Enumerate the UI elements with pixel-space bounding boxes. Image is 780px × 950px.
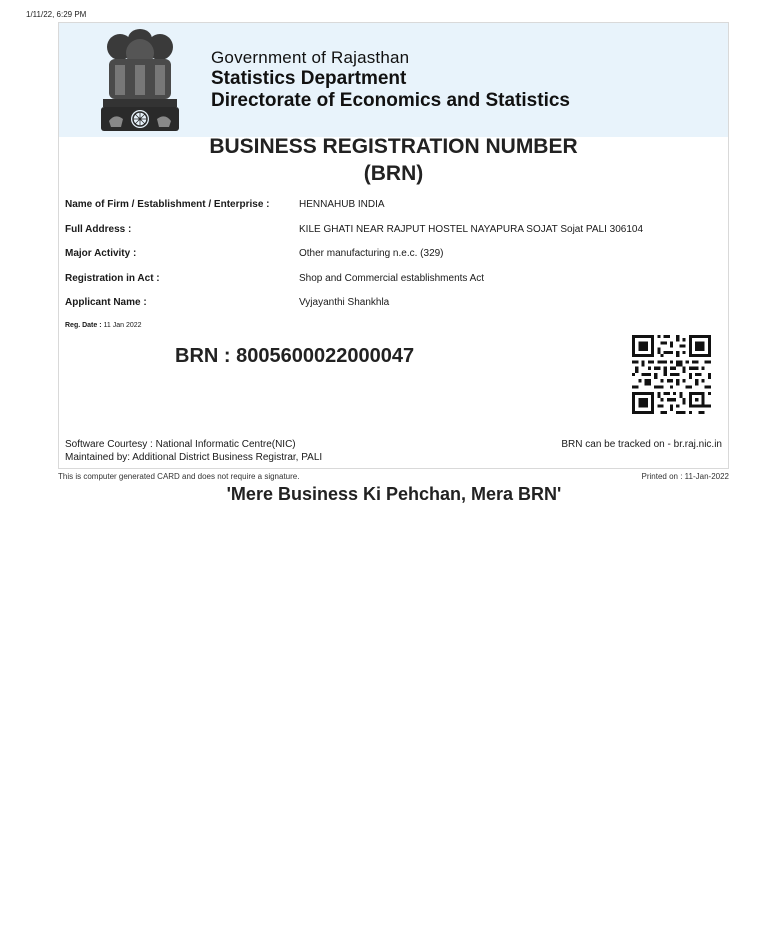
reg-date-value: 11 Jan 2022 xyxy=(103,322,142,329)
software-courtesy: Software Courtesy : National Informatic Centre(NIC) xyxy=(65,439,296,450)
qr-code-icon xyxy=(632,335,711,414)
directorate-name: Directorate of Economics and Statistics xyxy=(211,90,570,111)
printed-on-date: Printed on : 11-Jan-2022 xyxy=(641,472,729,481)
firm-name-label: Name of Firm / Establishment / Enterprise : xyxy=(65,199,270,210)
act-label: Registration in Act : xyxy=(65,273,160,284)
activity-label: Major Activity : xyxy=(65,248,137,259)
applicant-label: Applicant Name : xyxy=(65,297,147,308)
slogan: 'Mere Business Ki Pehchan, Mera BRN' xyxy=(226,484,562,504)
reg-date-label: Reg. Date : xyxy=(65,322,102,329)
header-banner xyxy=(59,23,728,137)
print-timestamp: 1/11/22, 6:29 PM xyxy=(26,10,87,19)
department-name: Statistics Department xyxy=(211,68,407,89)
address-label: Full Address : xyxy=(65,224,132,235)
card-subtitle: (BRN) xyxy=(363,162,424,185)
state-emblem-icon xyxy=(95,25,185,135)
applicant-value: Vyjayanthi Shankhla xyxy=(299,297,390,308)
address-value: KILE GHATI NEAR RAJPUT HOSTEL NAYAPURA SOJAT Sojat PALI 306104 xyxy=(299,224,644,235)
government-name: Government of Rajasthan xyxy=(211,48,410,67)
computer-generated-note: This is computer generated CARD and does not require a signature. xyxy=(58,472,300,481)
tracking-info: BRN can be tracked on - br.raj.nic.in xyxy=(561,439,722,450)
brn-number: BRN : 8005600022000047 xyxy=(175,345,415,367)
act-value: Shop and Commercial establishments Act xyxy=(299,273,485,284)
firm-name-value: HENNAHUB INDIA xyxy=(299,199,385,210)
activity-value: Other manufacturing n.e.c. (329) xyxy=(299,248,444,259)
brn-card xyxy=(58,22,729,469)
maintained-by: Maintained by: Additional District Business Registrar, PALI xyxy=(65,452,323,463)
card-title: BUSINESS REGISTRATION NUMBER xyxy=(209,135,578,158)
reg-date xyxy=(65,322,142,329)
